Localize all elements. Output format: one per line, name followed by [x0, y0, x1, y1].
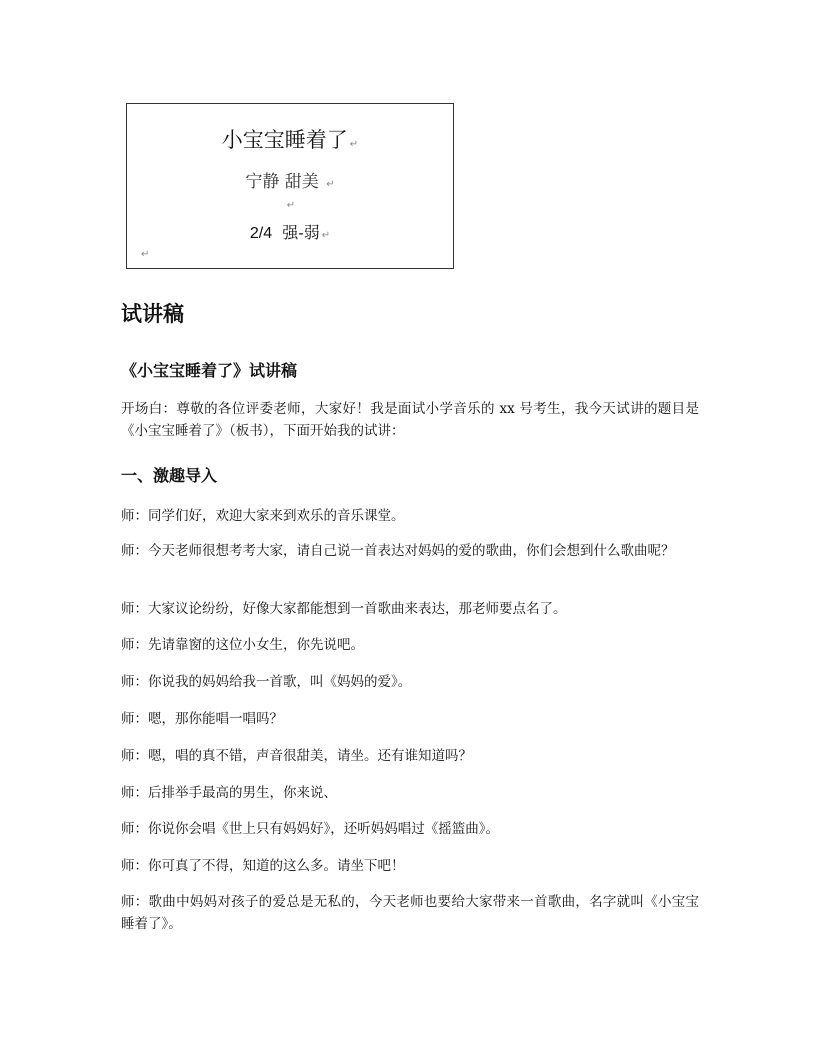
dialogue-line: 师：嗯，那你能唱一唱吗？ — [121, 711, 283, 727]
dialogue-line: 师：嗯，唱的真不错，声音很甜美，请坐。还有谁知道吗？ — [121, 748, 472, 764]
paragraph-mark-icon: ↵ — [326, 179, 335, 190]
opening-paragraph: 开场白：尊敬的各位评委老师，大家好！我是面试小学音乐的 xx 号考生，我今天试讲的题目是《小宝宝睡着了》（板书），下面开始我的试讲： — [121, 401, 699, 439]
song-title: 小宝宝睡着了 — [221, 128, 348, 152]
song-title-line — [127, 124, 453, 154]
paragraph-mark-icon: ↵ — [349, 139, 359, 150]
script-subheading: 《小宝宝睡着了》试讲稿 — [121, 361, 298, 380]
song-mood-line — [127, 167, 453, 192]
dialogue-line: 师：歌曲中妈妈对孩子的爱总是无私的，今天老师也要给大家带来一首歌曲，名字就叫《小宝宝睡着了》。 — [121, 894, 699, 932]
page-heading: 试讲稿 — [121, 302, 184, 326]
dialogue-line: 师：先请靠窗的这位小女生，你先说吧。 — [121, 637, 364, 653]
song-info-box — [126, 103, 454, 269]
dialogue-line: 师：同学们好，欢迎大家来到欢乐的音乐课堂。 — [121, 508, 405, 524]
meter-line — [127, 220, 453, 243]
dialogue-line: 师：你可真了不得，知道的这么多。请坐下吧！ — [121, 858, 405, 874]
dialogue-line: 师：你说你会唱《世上只有妈妈好》，还听妈妈唱过《摇篮曲》。 — [121, 821, 499, 837]
dialogue-line: 师：大家议论纷纷，好像大家都能想到一首歌曲来表达，那老师要点名了。 — [121, 601, 567, 617]
beat-pattern: 强-弱 — [282, 223, 320, 242]
dialogue-line: 师：后排举手最高的男生，你来说、 — [121, 785, 337, 801]
paragraph-mark-icon: ↵ — [286, 200, 296, 211]
section-title: 一、激趣导入 — [121, 466, 218, 485]
time-signature: 2/4 — [249, 225, 273, 242]
empty-line — [127, 197, 453, 211]
dialogue-line: 师：今天老师很想考考大家，请自己说一首表达对妈妈的爱的歌曲，你们会想到什么歌曲呢？ — [121, 543, 675, 559]
song-mood: 宁静 甜美 — [245, 172, 319, 192]
paragraph-mark-icon: ↵ — [321, 230, 331, 241]
dialogue-line: 师：你说我的妈妈给我一首歌，叫《妈妈的爱》。 — [121, 674, 412, 690]
paragraph-mark-icon: ↵ — [141, 249, 150, 260]
